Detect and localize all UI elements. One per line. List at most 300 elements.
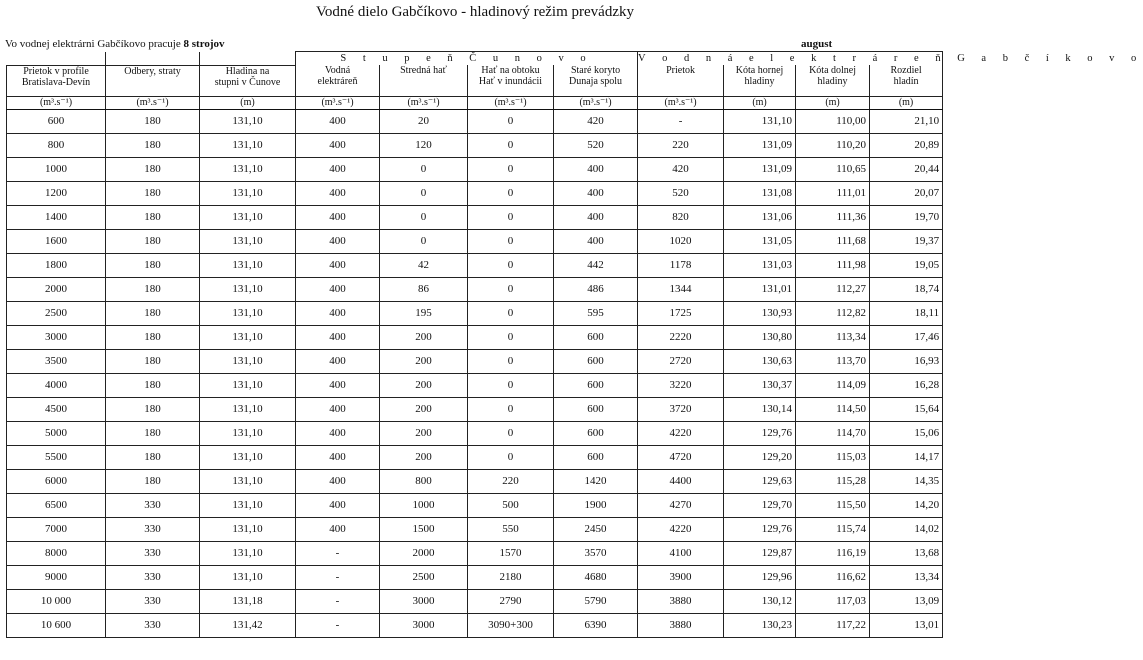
table-cell: 420 <box>554 109 638 133</box>
table-cell: 4400 <box>638 469 724 493</box>
table-cell: 1900 <box>554 493 638 517</box>
table-cell: 180 <box>106 181 200 205</box>
column-header-line1: Prietok v profile <box>23 65 89 77</box>
table-cell: 111,01 <box>796 181 870 205</box>
table-cell: 5500 <box>7 445 106 469</box>
table-cell: 200 <box>380 325 468 349</box>
table-row <box>7 397 943 421</box>
table-cell: 111,98 <box>796 253 870 277</box>
table-cell: 0 <box>468 109 554 133</box>
table-cell: 200 <box>380 421 468 445</box>
table-cell: 0 <box>468 253 554 277</box>
table-cell: 180 <box>106 445 200 469</box>
column-unit: (m) <box>870 96 943 109</box>
column-header <box>7 65 106 96</box>
table-cell: 400 <box>296 109 380 133</box>
table-cell: 180 <box>106 109 200 133</box>
table-row <box>7 421 943 445</box>
column-header <box>638 65 724 96</box>
table-cell: 129,63 <box>724 469 796 493</box>
table-cell: 1200 <box>7 181 106 205</box>
table-cell: 400 <box>296 205 380 229</box>
column-unit: (m³.s⁻¹) <box>106 96 200 109</box>
table-cell: 4680 <box>554 565 638 589</box>
table-cell: 15,64 <box>870 397 943 421</box>
table-cell: 0 <box>468 373 554 397</box>
column-header-line2: Hať v inundácii <box>478 76 543 87</box>
table-cell: 131,10 <box>200 133 296 157</box>
table-cell: - <box>638 109 724 133</box>
table-cell: 1344 <box>638 277 724 301</box>
table-cell: 20 <box>380 109 468 133</box>
table-cell: - <box>296 589 380 613</box>
table-cell: 330 <box>106 517 200 541</box>
table-cell: 200 <box>380 349 468 373</box>
table-cell: 130,63 <box>724 349 796 373</box>
table-cell: - <box>296 541 380 565</box>
table-row <box>7 613 943 637</box>
table-cell: 520 <box>554 133 638 157</box>
table-cell: 3880 <box>638 589 724 613</box>
table-cell: 1178 <box>638 253 724 277</box>
table-cell: 3220 <box>638 373 724 397</box>
table-cell: 0 <box>468 325 554 349</box>
table-cell: 3500 <box>7 349 106 373</box>
table-row <box>7 493 943 517</box>
table-cell: 1000 <box>7 157 106 181</box>
table-cell: 2000 <box>7 277 106 301</box>
table-cell: 115,03 <box>796 445 870 469</box>
column-header-line2: elektráreň <box>317 76 358 87</box>
group-gabcikovo: V o d n á e l e k t r á r e ň G a b č í k o v o <box>638 53 1143 64</box>
table-cell: 13,34 <box>870 565 943 589</box>
table-row <box>7 157 943 181</box>
table-cell: 400 <box>296 157 380 181</box>
table-row <box>7 445 943 469</box>
table-cell: 116,62 <box>796 565 870 589</box>
table-cell: 18,11 <box>870 301 943 325</box>
table-cell: 2000 <box>380 541 468 565</box>
table-row <box>7 469 943 493</box>
table-cell: 220 <box>638 133 724 157</box>
table-cell: 1600 <box>7 229 106 253</box>
table-cell: 180 <box>106 373 200 397</box>
table-cell: 131,10 <box>200 373 296 397</box>
table-cell: 200 <box>380 445 468 469</box>
table-cell: 13,09 <box>870 589 943 613</box>
table-cell: 86 <box>380 277 468 301</box>
table-cell: 600 <box>554 445 638 469</box>
table-cell: 131,10 <box>200 277 296 301</box>
unit-row <box>7 96 943 109</box>
table-cell: 400 <box>296 349 380 373</box>
table-cell: 0 <box>380 229 468 253</box>
table-cell: 131,10 <box>200 325 296 349</box>
table-cell: 180 <box>106 277 200 301</box>
table-cell: 486 <box>554 277 638 301</box>
table-cell: 113,70 <box>796 349 870 373</box>
table-cell: 400 <box>296 229 380 253</box>
table-cell: 131,10 <box>200 565 296 589</box>
table-cell: 5790 <box>554 589 638 613</box>
table-cell: 17,46 <box>870 325 943 349</box>
column-header <box>200 65 296 96</box>
table-cell: 16,28 <box>870 373 943 397</box>
table-cell: 112,27 <box>796 277 870 301</box>
table-cell: 4220 <box>638 421 724 445</box>
table-cell: 14,17 <box>870 445 943 469</box>
table-cell: 114,70 <box>796 421 870 445</box>
table-cell: 13,68 <box>870 541 943 565</box>
table-cell: 0 <box>468 445 554 469</box>
table-row <box>7 109 943 133</box>
table-cell: 130,12 <box>724 589 796 613</box>
table-cell: 113,34 <box>796 325 870 349</box>
table-cell: 4000 <box>7 373 106 397</box>
column-unit: (m³.s⁻¹) <box>468 96 554 109</box>
table-cell: 180 <box>106 253 200 277</box>
table-cell: 4270 <box>638 493 724 517</box>
table-cell: 130,23 <box>724 613 796 637</box>
table-cell: 0 <box>380 205 468 229</box>
table-cell: 114,09 <box>796 373 870 397</box>
table-cell: 131,10 <box>200 493 296 517</box>
table-cell: 400 <box>554 205 638 229</box>
table-cell: 115,74 <box>796 517 870 541</box>
table-cell: 3570 <box>554 541 638 565</box>
table-cell: 2450 <box>554 517 638 541</box>
column-header-line1: Odbery, straty <box>124 65 181 77</box>
table-cell: 400 <box>296 133 380 157</box>
table-cell: 6390 <box>554 613 638 637</box>
table-cell: 131,10 <box>200 541 296 565</box>
table-cell: - <box>296 613 380 637</box>
column-header-line1: Prietok <box>666 65 695 76</box>
table-cell: 114,50 <box>796 397 870 421</box>
table-cell: 400 <box>296 301 380 325</box>
column-header-line2: hladiny <box>817 76 848 87</box>
table-cell: 131,10 <box>200 397 296 421</box>
column-header <box>796 65 870 96</box>
table-cell: 115,50 <box>796 493 870 517</box>
table-cell: 0 <box>468 205 554 229</box>
group-header-row <box>7 52 943 66</box>
table-cell: 131,10 <box>200 157 296 181</box>
column-header-line1: Kóta hornej <box>735 65 784 76</box>
table-cell: 330 <box>106 589 200 613</box>
table-cell: 0 <box>468 421 554 445</box>
table-cell: 1800 <box>7 253 106 277</box>
column-unit: (m³.s⁻¹) <box>380 96 468 109</box>
table-cell: 0 <box>468 157 554 181</box>
table-cell: 400 <box>296 181 380 205</box>
table-cell: 800 <box>380 469 468 493</box>
table-cell: 330 <box>106 613 200 637</box>
table-cell: 120 <box>380 133 468 157</box>
table-cell: 131,10 <box>200 421 296 445</box>
table-row <box>7 133 943 157</box>
table-cell: 2500 <box>7 301 106 325</box>
table-cell: 3000 <box>7 325 106 349</box>
column-unit: (m) <box>200 96 296 109</box>
column-header-line2: Bratislava-Devín <box>21 76 91 88</box>
table-cell: 180 <box>106 301 200 325</box>
table-row <box>7 517 943 541</box>
table-cell: 129,76 <box>724 517 796 541</box>
column-header <box>554 65 638 96</box>
table-cell: 117,03 <box>796 589 870 613</box>
table-cell: 500 <box>468 493 554 517</box>
table-cell: 800 <box>7 133 106 157</box>
water-level-table <box>6 51 1143 638</box>
table-cell: 131,42 <box>200 613 296 637</box>
table-cell: 400 <box>296 517 380 541</box>
table-cell: 180 <box>106 421 200 445</box>
table-row <box>7 565 943 589</box>
column-header-line2: hladín <box>893 76 919 87</box>
table-cell: 2220 <box>638 325 724 349</box>
column-header <box>296 65 380 96</box>
document-title: Vodné dielo Gabčíkovo - hladinový režim prevádzky <box>316 4 634 20</box>
table-cell: 111,68 <box>796 229 870 253</box>
table-cell: 131,03 <box>724 253 796 277</box>
table-cell: 600 <box>554 325 638 349</box>
table-cell: 0 <box>468 229 554 253</box>
table-cell: 400 <box>296 469 380 493</box>
table-cell: 400 <box>554 181 638 205</box>
column-header-line1: Stredná hať <box>400 65 447 76</box>
table-cell: 1020 <box>638 229 724 253</box>
table-cell: 442 <box>554 253 638 277</box>
table-cell: 420 <box>638 157 724 181</box>
table-cell: 3090+300 <box>468 613 554 637</box>
table-cell: 131,10 <box>200 469 296 493</box>
table-cell: 130,93 <box>724 301 796 325</box>
table-cell: 400 <box>296 373 380 397</box>
table-cell: 42 <box>380 253 468 277</box>
column-header <box>380 65 468 96</box>
table-cell: 400 <box>296 493 380 517</box>
column-header-row <box>7 65 943 96</box>
table-cell: 117,22 <box>796 613 870 637</box>
table-cell: 129,76 <box>724 421 796 445</box>
column-header-line2: stupni v Čunove <box>214 76 281 88</box>
table-cell: 1000 <box>380 493 468 517</box>
table-cell: 1400 <box>7 205 106 229</box>
table-cell: 600 <box>554 397 638 421</box>
table-row <box>7 589 943 613</box>
table-cell: 10 000 <box>7 589 106 613</box>
table-cell: 330 <box>106 493 200 517</box>
column-header <box>724 65 796 96</box>
column-header-line1: Kóta dolnej <box>809 65 857 76</box>
table-cell: 4720 <box>638 445 724 469</box>
table-cell: 0 <box>380 157 468 181</box>
table-cell: 400 <box>554 157 638 181</box>
table-cell: 400 <box>296 397 380 421</box>
table-cell: 595 <box>554 301 638 325</box>
table-cell: 400 <box>554 229 638 253</box>
turbine-count-note: Vo vodnej elektrárni Gabčíkovo pracuje 8 strojov <box>5 38 225 50</box>
table-cell: 20,89 <box>870 133 943 157</box>
table-cell: 0 <box>380 181 468 205</box>
column-header-line1: Hať na obtoku <box>481 65 540 76</box>
table-cell: 110,65 <box>796 157 870 181</box>
table-cell: 131,10 <box>200 109 296 133</box>
table-cell: 19,70 <box>870 205 943 229</box>
table-cell: 600 <box>554 373 638 397</box>
table-cell: 7000 <box>7 517 106 541</box>
table-cell: 131,10 <box>724 109 796 133</box>
table-cell: 600 <box>554 349 638 373</box>
table-cell: 130,80 <box>724 325 796 349</box>
table-cell: 600 <box>554 421 638 445</box>
table-cell: 330 <box>106 565 200 589</box>
table-cell: 20,07 <box>870 181 943 205</box>
subtitle-line <box>5 38 945 52</box>
table-cell: 112,82 <box>796 301 870 325</box>
table-cell: 180 <box>106 229 200 253</box>
table-cell: 4220 <box>638 517 724 541</box>
table-cell: - <box>296 565 380 589</box>
table-cell: 129,20 <box>724 445 796 469</box>
table-cell: 180 <box>106 469 200 493</box>
table-cell: 200 <box>380 373 468 397</box>
table-cell: 18,74 <box>870 277 943 301</box>
table-cell: 16,93 <box>870 349 943 373</box>
table-cell: 600 <box>7 109 106 133</box>
column-header-line1: Vodná <box>324 65 351 76</box>
table-row <box>7 541 943 565</box>
table-cell: 400 <box>296 253 380 277</box>
table-cell: 3000 <box>380 589 468 613</box>
column-header <box>468 65 554 96</box>
table-cell: 180 <box>106 349 200 373</box>
table-cell: 4500 <box>7 397 106 421</box>
table-cell: 0 <box>468 301 554 325</box>
table-cell: 180 <box>106 157 200 181</box>
table-cell: 115,28 <box>796 469 870 493</box>
table-cell: 6500 <box>7 493 106 517</box>
table-cell: 131,08 <box>724 181 796 205</box>
table-cell: 9000 <box>7 565 106 589</box>
table-cell: 110,20 <box>796 133 870 157</box>
table-cell: 0 <box>468 133 554 157</box>
column-header-line1: Staré koryto <box>570 65 621 76</box>
column-unit: (m³.s⁻¹) <box>638 96 724 109</box>
table-cell: 0 <box>468 397 554 421</box>
table-cell: 131,10 <box>200 253 296 277</box>
column-header-line1: Hladina na <box>225 65 270 77</box>
table-cell: 2500 <box>380 565 468 589</box>
table-cell: 131,09 <box>724 157 796 181</box>
table-row <box>7 229 943 253</box>
column-unit: (m³.s⁻¹) <box>554 96 638 109</box>
table-cell: 4100 <box>638 541 724 565</box>
table-row <box>7 253 943 277</box>
table-cell: 14,20 <box>870 493 943 517</box>
table-cell: 14,35 <box>870 469 943 493</box>
table-row <box>7 205 943 229</box>
table-cell: 1420 <box>554 469 638 493</box>
table-row <box>7 373 943 397</box>
table-cell: 2180 <box>468 565 554 589</box>
table-cell: 131,10 <box>200 445 296 469</box>
month-label: august <box>801 38 833 50</box>
table-cell: 3900 <box>638 565 724 589</box>
table-cell: 0 <box>468 277 554 301</box>
table-cell: 180 <box>106 133 200 157</box>
table-cell: 131,06 <box>724 205 796 229</box>
table-cell: 195 <box>380 301 468 325</box>
table-cell: 111,36 <box>796 205 870 229</box>
table-cell: 2720 <box>638 349 724 373</box>
table-cell: 15,06 <box>870 421 943 445</box>
table-cell: 129,70 <box>724 493 796 517</box>
table-cell: 13,01 <box>870 613 943 637</box>
table-row <box>7 349 943 373</box>
table-cell: 19,37 <box>870 229 943 253</box>
table-cell: 330 <box>106 541 200 565</box>
column-header-line2: hladiny <box>744 76 775 87</box>
table-row <box>7 181 943 205</box>
table-cell: 3880 <box>638 613 724 637</box>
table-row <box>7 325 943 349</box>
table-cell: 131,01 <box>724 277 796 301</box>
table-row <box>7 277 943 301</box>
table-cell: 116,19 <box>796 541 870 565</box>
table-cell: 6000 <box>7 469 106 493</box>
table-cell: 400 <box>296 325 380 349</box>
table-cell: 131,10 <box>200 349 296 373</box>
column-header <box>870 65 943 96</box>
table-cell: 8000 <box>7 541 106 565</box>
table-cell: 400 <box>296 445 380 469</box>
table-cell: 2790 <box>468 589 554 613</box>
table-cell: 1570 <box>468 541 554 565</box>
table-cell: 220 <box>468 469 554 493</box>
column-header-line2: Dunaja spolu <box>569 76 623 87</box>
table-cell: 21,10 <box>870 109 943 133</box>
table-cell: 130,37 <box>724 373 796 397</box>
table-cell: 820 <box>638 205 724 229</box>
table-cell: 131,10 <box>200 181 296 205</box>
table-cell: 0 <box>468 349 554 373</box>
table-cell: 14,02 <box>870 517 943 541</box>
table-cell: 130,14 <box>724 397 796 421</box>
column-unit: (m³.s⁻¹) <box>296 96 380 109</box>
table-cell: 19,05 <box>870 253 943 277</box>
group-cunovo: S t u p e ň Č u n o v o <box>296 52 638 66</box>
table-cell: 3720 <box>638 397 724 421</box>
table-cell: 131,10 <box>200 229 296 253</box>
column-unit: (m³.s⁻¹) <box>7 96 106 109</box>
table-cell: 550 <box>468 517 554 541</box>
table-cell: 180 <box>106 397 200 421</box>
table-cell: 400 <box>296 421 380 445</box>
table-cell: 131,10 <box>200 205 296 229</box>
table-cell: 131,18 <box>200 589 296 613</box>
table-cell: 131,09 <box>724 133 796 157</box>
table-cell: 400 <box>296 277 380 301</box>
table-cell: 129,96 <box>724 565 796 589</box>
table-cell: 131,05 <box>724 229 796 253</box>
column-unit: (m) <box>724 96 796 109</box>
table-cell: 20,44 <box>870 157 943 181</box>
table-cell: 1725 <box>638 301 724 325</box>
table-cell: 131,10 <box>200 301 296 325</box>
table-cell: 3000 <box>380 613 468 637</box>
